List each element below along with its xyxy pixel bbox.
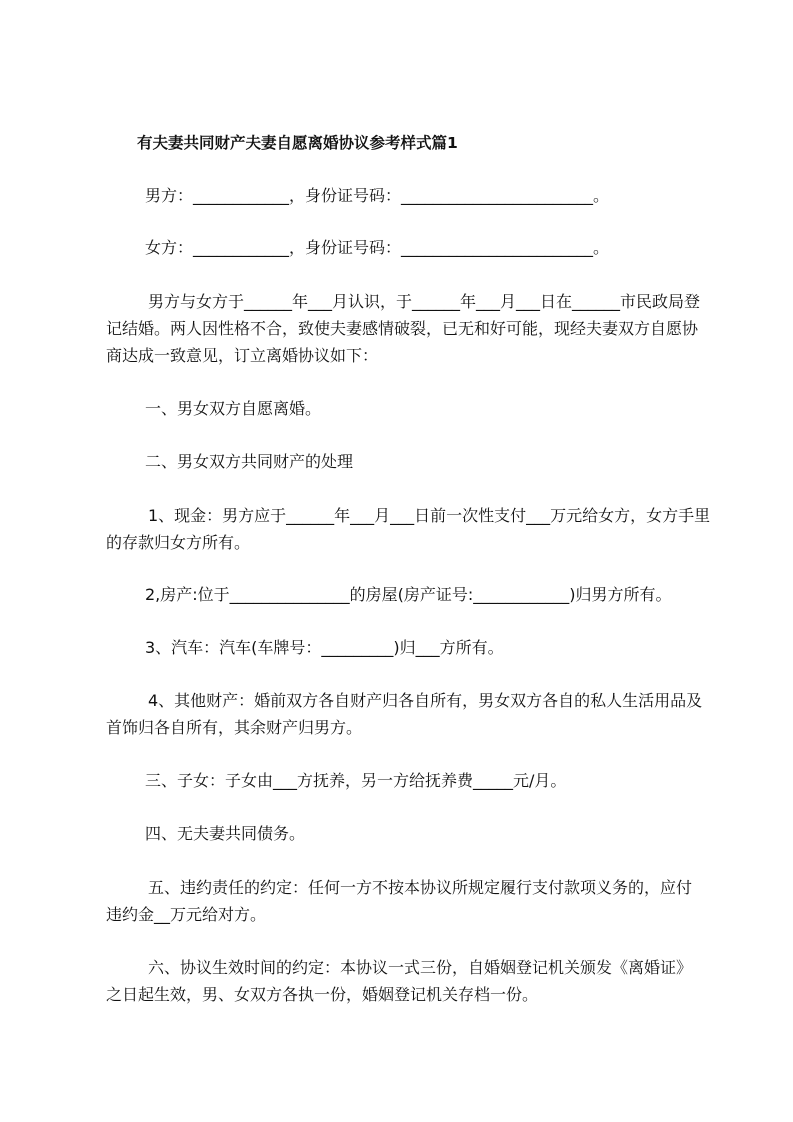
cash-line-2: 的存款归女方所有。 (106, 533, 251, 552)
intro-line-1: 男方与女方于______年___月认识，于______年___月___日在______市民政局登 (148, 292, 701, 311)
house-line: 2,房产:位于_______________的房屋(房产证号:____________)归男方所有。 (145, 585, 672, 604)
clause-4: 四、无夫妻共同债务。 (145, 824, 306, 843)
husband-line: 男方：____________，身份证号码：________________________。 (145, 186, 610, 205)
intro-line-3: 商达成一致意见，订立离婚协议如下： (106, 346, 379, 365)
clause-5-line-2: 违约金__万元给对方。 (106, 905, 267, 924)
intro-line-2: 记结婚。两人因性格不合，致使夫妻感情破裂，已无和好可能，现经夫妻双方自愿协 (106, 319, 699, 338)
clause-5-line-1: 五、违约责任的约定：任何一方不按本协议所规定履行支付款项义务的，应付 (148, 878, 693, 897)
cash-line-1: 1、现金：男方应于______年___月___日前一次性支付___万元给女方，女方手里 (148, 506, 711, 525)
wife-line: 女方：____________，身份证号码：________________________。 (145, 238, 610, 257)
document-title: 有夫妻共同财产夫妻自愿离婚协议参考样式篇1 (137, 134, 458, 152)
clause-6-line-2: 之日起生效，男、女双方各执一份，婚姻登记机关存档一份。 (106, 985, 539, 1004)
clause-1: 一、男女双方自愿离婚。 (145, 399, 322, 418)
other-property-line-1: 4、其他财产：婚前双方各自财产归各自所有，男女双方各自的私人生活用品及 (148, 691, 703, 710)
clause-3: 三、子女：子女由___方抚养，另一方给抚养费_____元/月。 (145, 771, 567, 790)
clause-6-line-1: 六、协议生效时间的约定：本协议一式三份，自婚姻登记机关颁发《离婚证》 (148, 958, 693, 977)
other-property-line-2: 首饰归各自所有，其余财产归男方。 (106, 718, 363, 737)
car-line: 3、汽车：汽车(车牌号：_________)归___方所有。 (145, 638, 504, 657)
clause-2-heading: 二、男女双方共同财产的处理 (145, 452, 354, 471)
